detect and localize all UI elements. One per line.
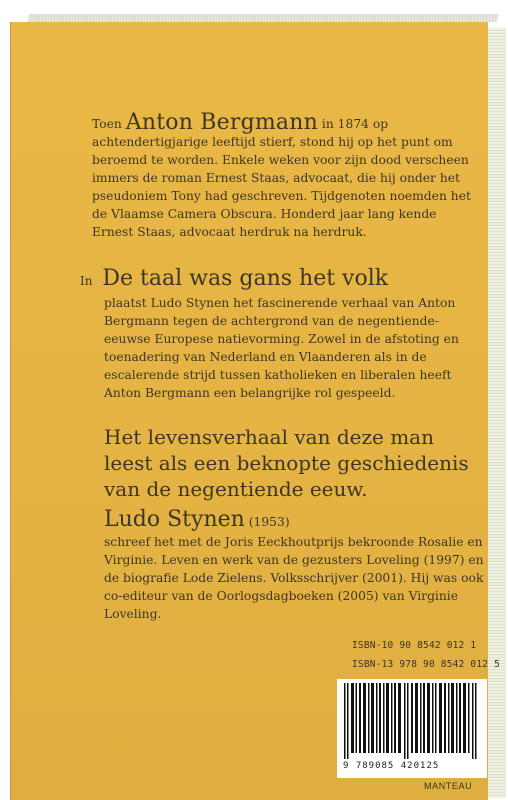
author-line	[104, 507, 484, 532]
book-title: De taal was gans het volk	[102, 266, 389, 291]
isbn-13: ISBN-13 978 90 8542 012 5	[352, 659, 500, 670]
author-bio: schreef het met de Joris Eeckhoutprijs bekroonde Rosalie en Virginie. Leven en werk van de gezusters Loveling (1997) en de biografie Lode Zielens. Volksschrijver (2001). Hij was ook co-editeur van de Oorlogsdagboeken (2005) van Virginie Loveling.	[104, 535, 484, 621]
intro-paragraph	[92, 110, 472, 241]
isbn-10: ISBN-10 90 8542 012 1	[352, 640, 477, 651]
barcode-number: 9 789085 420125	[343, 761, 440, 771]
highlight-paragraph: Het levensverhaal van deze man leest als een beknopte geschiedenis van de negentiende eeuw.	[104, 425, 469, 501]
page-edge-right	[488, 28, 506, 798]
intro-lead-word: Toen	[92, 117, 122, 131]
page-edge-top	[27, 14, 498, 22]
author-name: Ludo Stynen	[104, 507, 245, 532]
barcode-icon	[342, 683, 482, 759]
barcode-box	[337, 679, 487, 778]
intro-name: Anton Bergmann	[125, 110, 318, 135]
author-years: (1953)	[248, 515, 290, 529]
intro-text: in 1874 op achtendertigjarige leeftijd stierf, stond hij op het punt om beroemd te worden. Enkele weken voor zijn dood verscheen immers de roman Ernest Staas, advocaat, die hij onder het pseudoniem Tony had geschreven. Tijdgenoten noemden het de Vlaamse Camera Obscura. Honderd jaar lang kende Ernest Staas, advocaat herdruk na herdruk.	[92, 117, 471, 239]
publisher-name: MANTEAU	[424, 781, 473, 791]
summary-paragraph: plaatst Ludo Stynen het fascinerende verhaal van Anton Bergmann tegen de achtergrond van de negentiende-eeuwse Europese natievorming. Zowel in de afstoting en toenadering van Nederland en Vlaanderen als in de escalerende strijd tussen katholieken en liberalen heeft Anton Bergmann een belangrijke rol gespeeld.	[104, 296, 459, 400]
title-line	[80, 266, 480, 291]
title-lead-word: In	[80, 274, 93, 288]
